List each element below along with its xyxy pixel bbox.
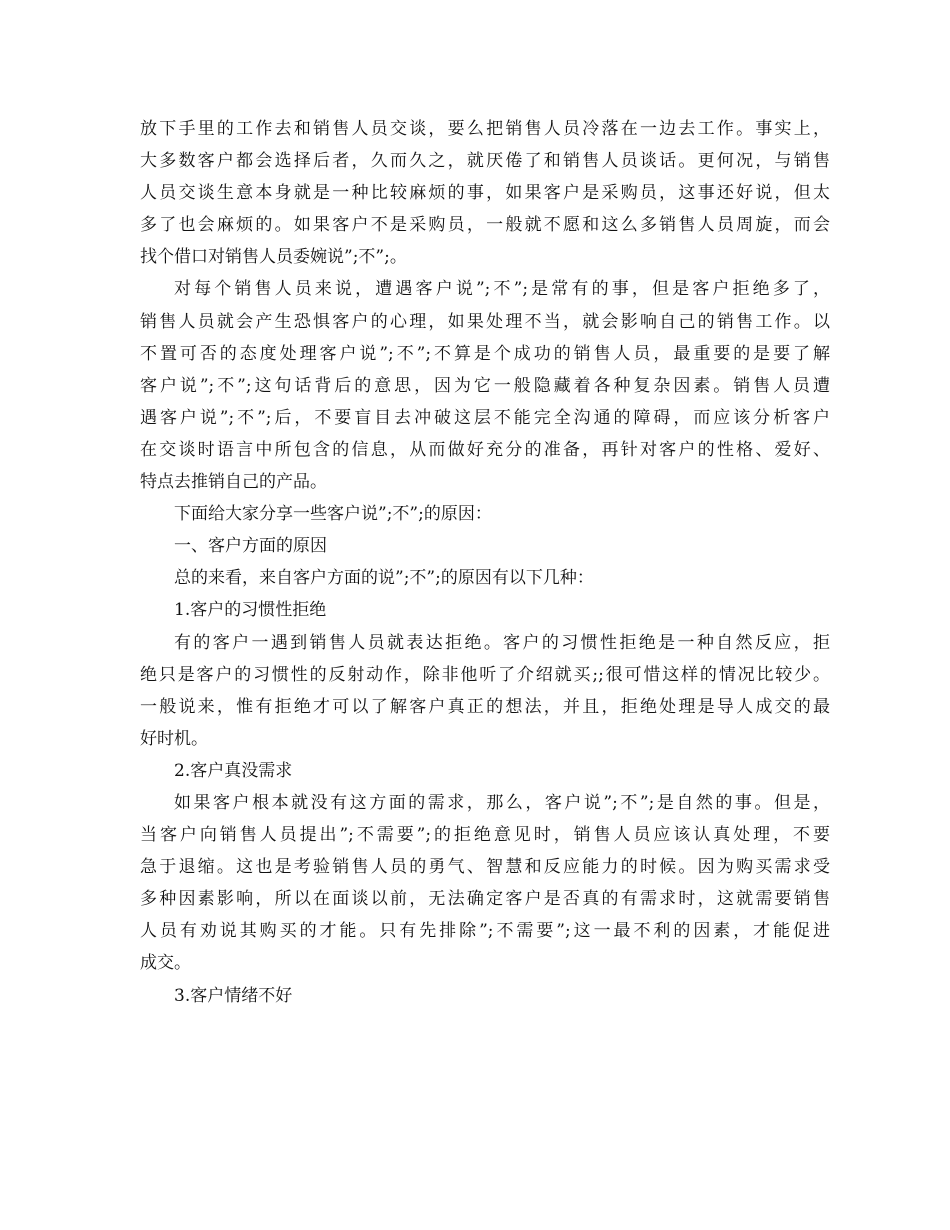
text-line: 成交。 [140,953,191,974]
text-line: 特点去推销自己的产品。 [140,472,327,493]
text-line: 急于退缩。这也是考验销售人员的勇气、智慧和反应能力的时候。因为购买需求受 [140,857,830,878]
section-heading: 一、客户方面的原因 [174,536,327,557]
subsection-heading: 1.客户的习惯性拒绝 [174,600,327,621]
text-line: 不置可否的态度处理客户说”;不”;不算是个成功的销售人员，最重要的是要了解 [140,343,830,364]
text-line: 人员有劝说其购买的才能。只有先排除”;不需要”;这一最不利的因素，才能促进 [140,921,830,942]
text-line: 人员交谈生意本身就是一种比较麻烦的事，如果客户是采购员，这事还好说，但太 [140,183,830,204]
text-line: 大多数客户都会选择后者，久而久之，就厌倦了和销售人员谈话。更何况，与销售 [140,151,830,172]
text-line: 遇客户说”;不”;后，不要盲目去冲破这层不能完全沟通的障碍，而应该分析客户 [140,407,830,428]
subsection-heading: 2.客户真没需求 [174,760,293,781]
paragraph-start-line: 总的来看，来自客户方面的说”;不”;的原因有以下几种： [174,568,594,589]
text-line: 绝只是客户的习惯性的反射动作，除非他听了介绍就买;;很可惜这样的情况比较少。 [140,664,830,685]
text-line: 客户说”;不”;这句话背后的意思，因为它一般隐藏着各种复杂因素。销售人员遭 [140,375,830,396]
text-line: 在交谈时语言中所包含的信息，从而做好充分的准备，再针对客户的性格、爱好、 [140,439,830,460]
text-line: 找个借口对销售人员委婉说”;不”;。 [140,247,407,268]
text-line: 销售人员就会产生恐惧客户的心理，如果处理不当，就会影响自己的销售工作。以 [140,311,830,332]
text-line: 好时机。 [140,728,208,749]
paragraph-start-line: 如果客户根本就没有这方面的需求，那么，客户说”;不”;是自然的事。但是， [174,792,830,813]
text-line: 多种因素影响，所以在面谈以前，无法确定客户是否真的有需求时，这就需要销售 [140,889,830,910]
document-page [140,113,830,1012]
text-line: 放下手里的工作去和销售人员交谈，要么把销售人员冷落在一边去工作。事实上， [140,119,830,139]
text-line: 当客户向销售人员提出”;不需要”;的拒绝意见时，销售人员应该认真处理，不要 [140,825,830,846]
paragraph-start-line: 对每个销售人员来说，遭遇客户说”;不”;是常有的事，但是客户拒绝多了， [174,279,830,300]
text-line: 多了也会麻烦的。如果客户不是采购员，一般就不愿和这么多销售人员周旋，而会 [140,215,830,236]
text-line: 一般说来，惟有拒绝才可以了解客户真正的想法，并且，拒绝处理是导人成交的最 [140,696,830,717]
paragraph-start-line: 有的客户一遇到销售人员就表达拒绝。客户的习惯性拒绝是一种自然反应，拒 [174,632,830,653]
subsection-heading: 3.客户情绪不好 [174,985,293,1006]
paragraph-start-line: 下面给大家分享一些客户说”;不”;的原因： [174,504,492,525]
